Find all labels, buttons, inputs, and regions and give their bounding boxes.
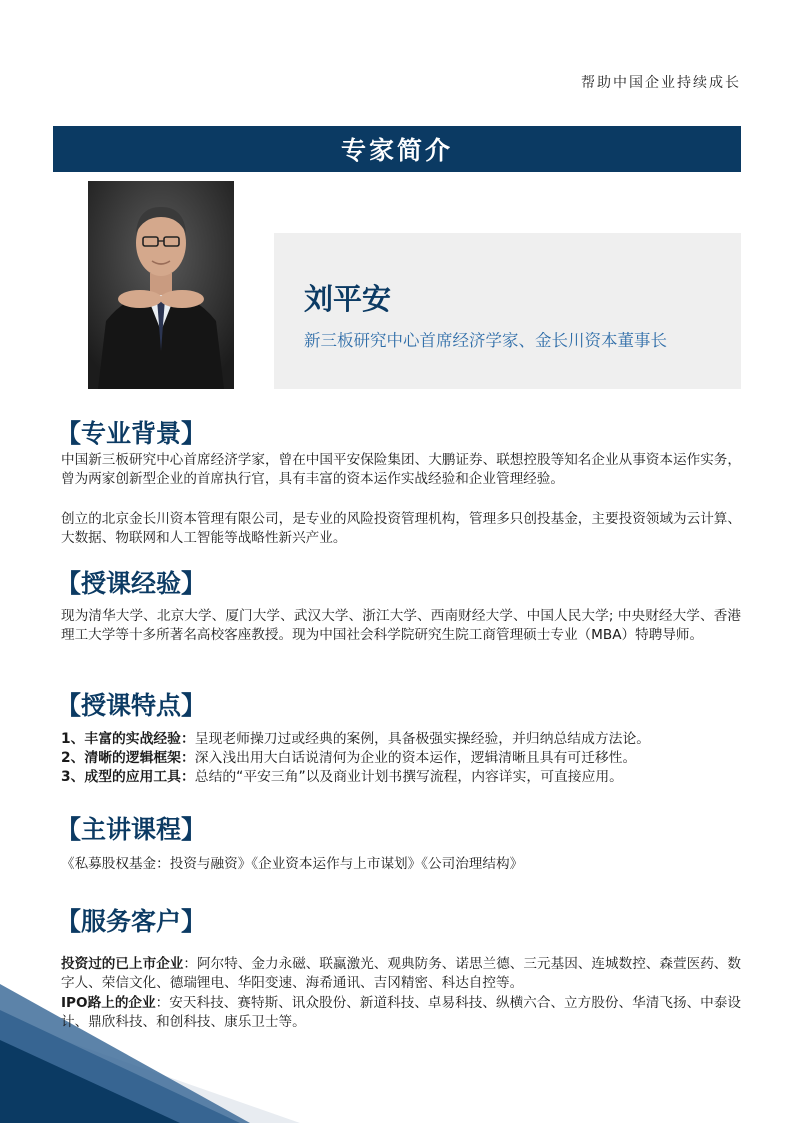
corner-decoration [0, 970, 320, 1123]
section-banner [53, 126, 741, 172]
clients-ipo-paragraph [61, 994, 741, 1032]
feature-item [61, 765, 623, 785]
background-heading: 【专业背景】 [56, 419, 207, 448]
banner-title: 专家简介 [340, 136, 453, 165]
feature-label: 3、成型的应用工具： [61, 769, 195, 785]
feature-text: 深入浅出用大白话说清何为企业的资本运作，逻辑清晰且具有可迁移性。 [194, 750, 637, 766]
features-heading: 【授课特点】 [56, 691, 207, 720]
clients-heading: 【服务客户】 [56, 907, 207, 936]
background-paragraph-1: 中国新三板研究中心首席经济学家，曾在中国平安保险集团、大鹏证券、联想控股等知名企业从事资本运作实务，曾为两家创新型企业的首席执行官，具有丰富的资本运作实战经验和企业管理经验。 [61, 452, 741, 487]
feature-label: 1、丰富的实战经验： [61, 731, 195, 747]
expert-title: 新三板研究中心首席经济学家、金长川资本董事长 [304, 331, 667, 350]
courses-list: 《私募股权基金：投资与融资》《企业资本运作与上市谋划》《公司治理结构》 [61, 856, 524, 872]
feature-text: 总结的“平安三角”以及商业计划书撰写流程，内容详实，可直接应用。 [194, 769, 623, 785]
feature-label: 2、清晰的逻辑框架： [61, 750, 195, 766]
teaching-heading: 【授课经验】 [56, 569, 207, 598]
expert-name: 刘平安 [304, 282, 392, 316]
expert-photo [88, 181, 234, 389]
clients-listed-label: 投资过的已上市企业 [61, 956, 184, 972]
portrait-photo-icon [88, 181, 234, 389]
background-paragraph-2: 创立的北京金长川资本管理有限公司，是专业的风险投资管理机构，管理多只创投基金，主要投资领域为云计算、大数据、物联网和人工智能等战略性新兴产业。 [61, 511, 741, 546]
feature-item [61, 746, 636, 766]
feature-item [61, 727, 650, 747]
name-card [274, 233, 741, 389]
clients-ipo-label: IPO路上的企业 [61, 995, 156, 1011]
clients-ipo-text: ：安天科技、赛特斯、讯众股份、新道科技、卓易科技、纵横六合、立方股份、华清飞扬、中泰设计、鼎欣科技、和创科技、康乐卫士等。 [61, 995, 742, 1030]
header-tagline: 帮助中国企业持续成长 [581, 75, 741, 91]
courses-heading: 【主讲课程】 [56, 815, 207, 844]
clients-listed-text: ：阿尔特、金力永磁、联赢激光、观典防务、诺思兰德、三元基因、连城数控、森萱医药、数字人、荣信文化、德瑞锂电、华阳变速、海希通讯、吉冈精密、科达自控等。 [61, 956, 742, 991]
teaching-paragraph: 现为清华大学、北京大学、厦门大学、武汉大学、浙江大学、西南财经大学、中国人民大学; 中央财经大学、香港理工大学等十多所著名高校客座教授。现为中国社会科学院研究生院工商管理硕士专业（MBA）特聘导师。 [61, 608, 741, 643]
feature-text: 呈现老师操刀过或经典的案例，具备极强实操经验，并归纳总结成方法论。 [194, 731, 651, 747]
